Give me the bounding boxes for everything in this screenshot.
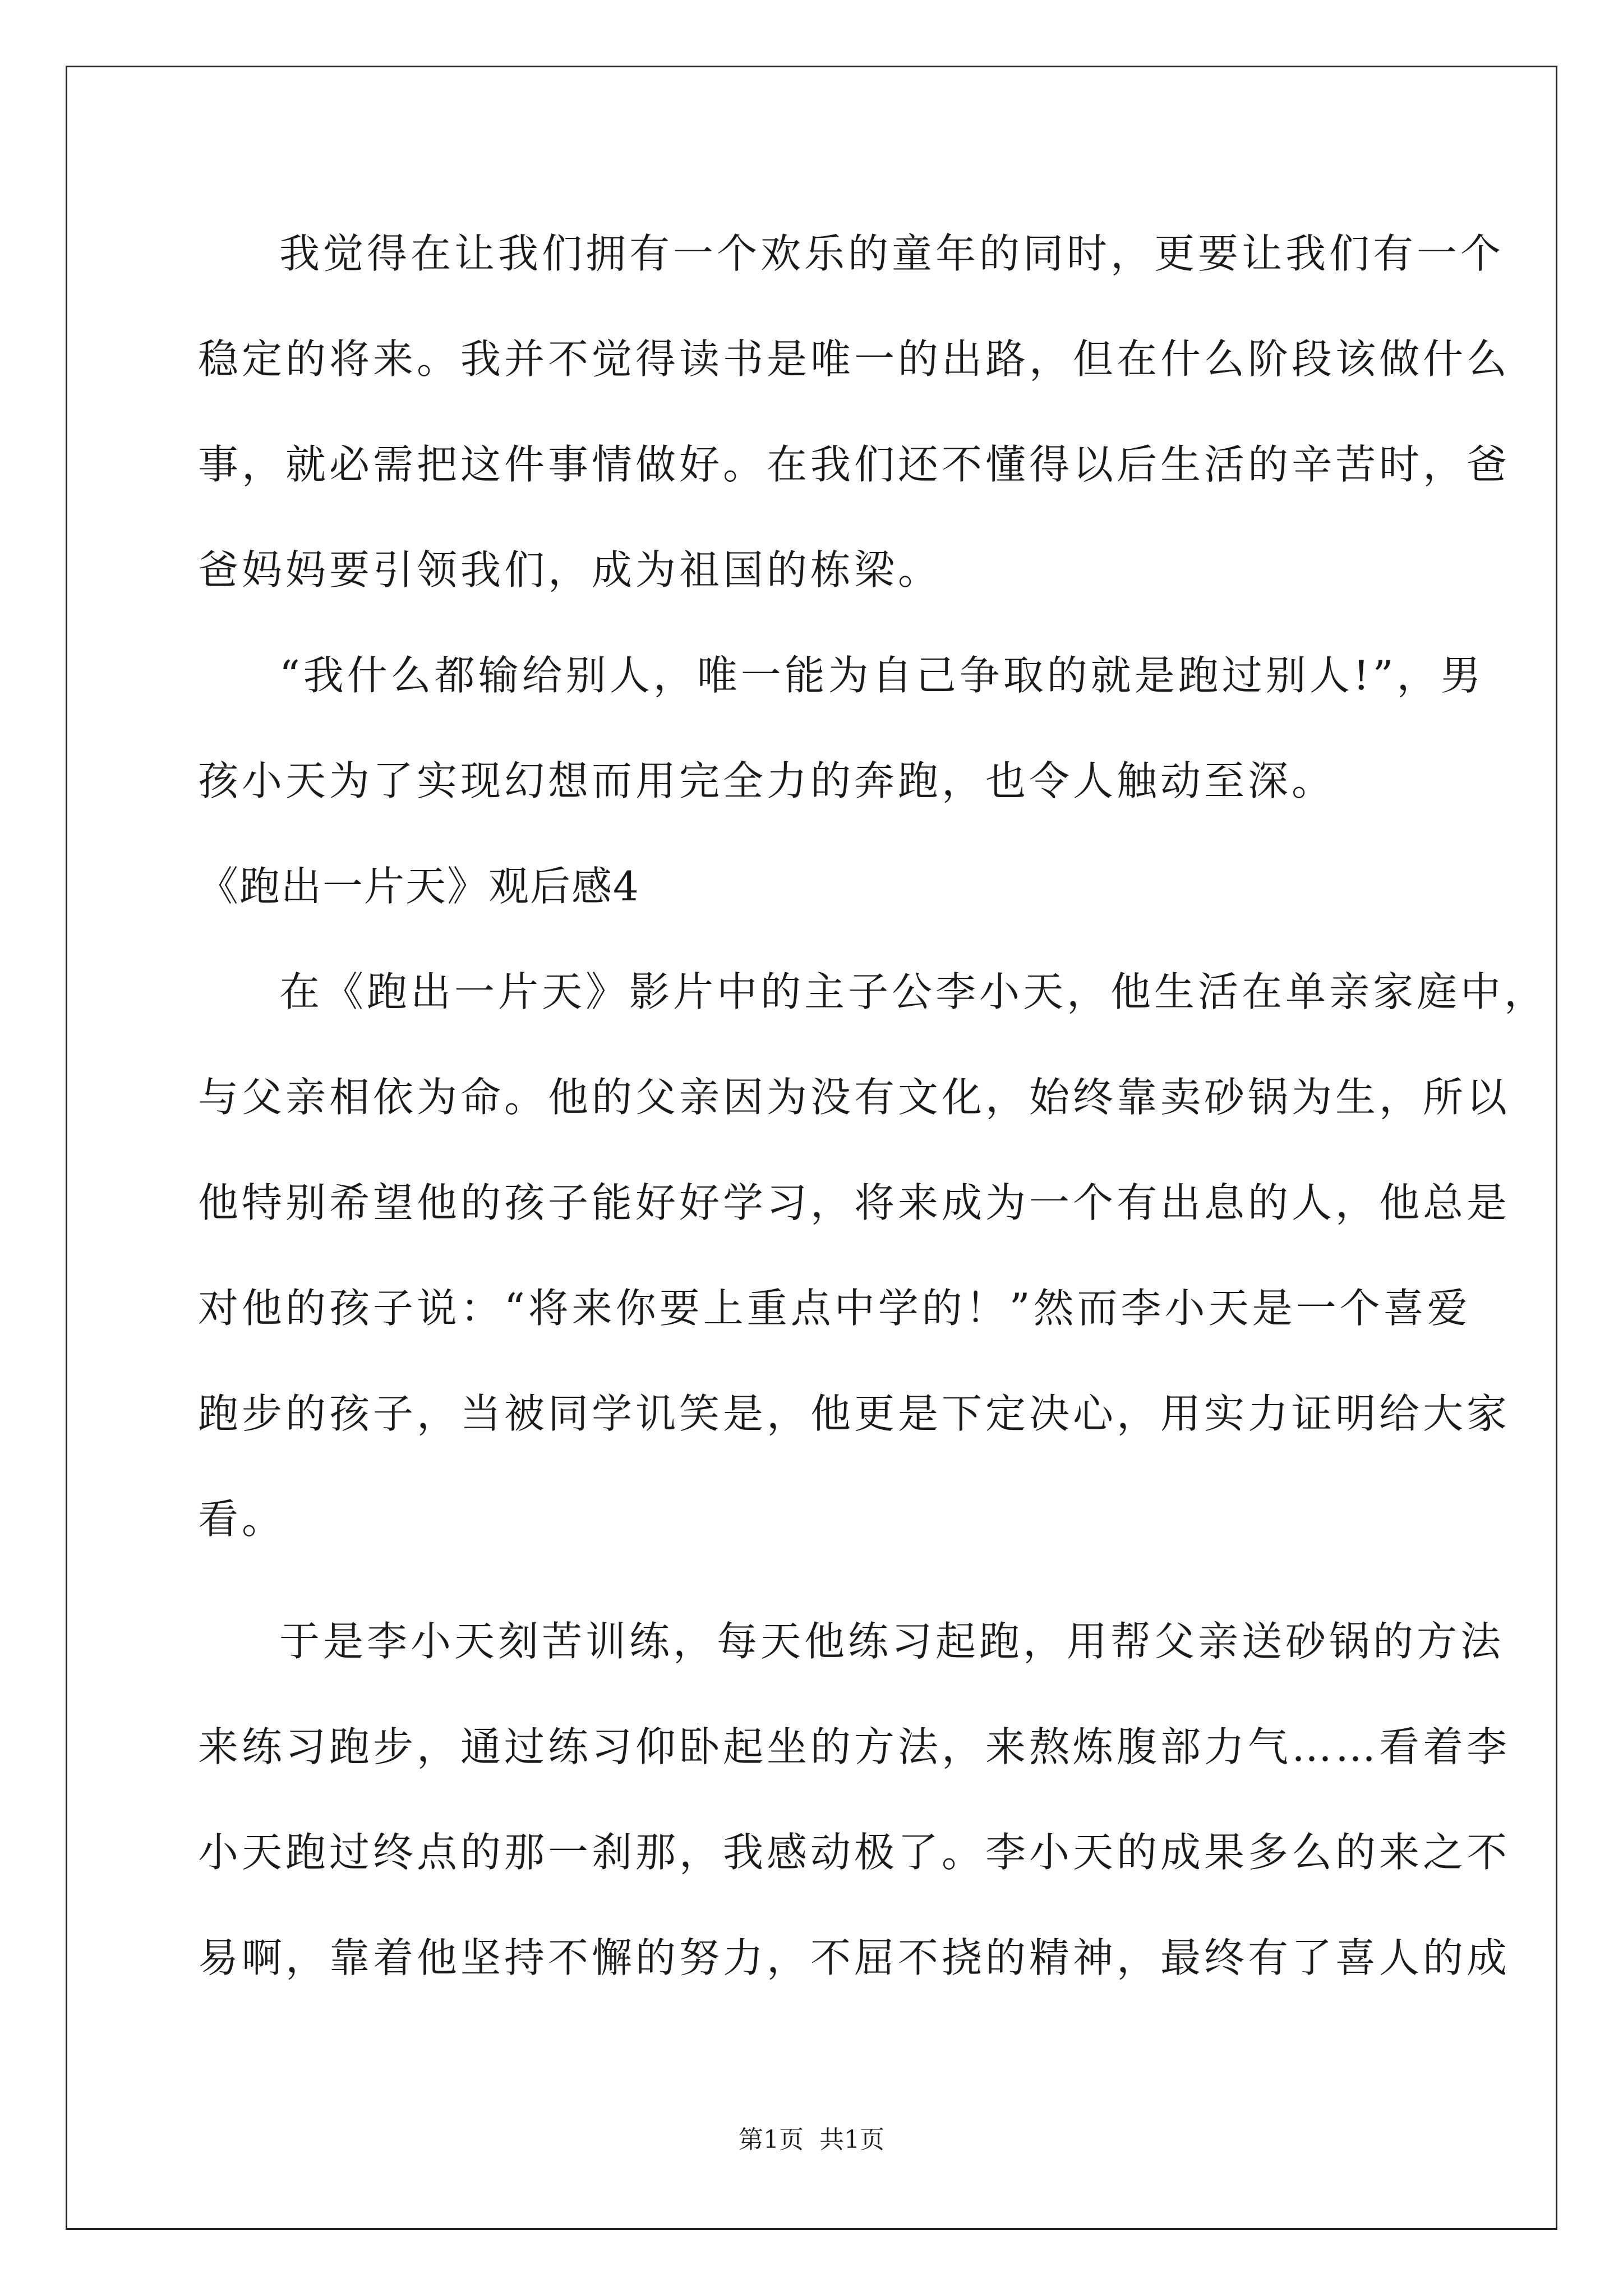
paragraph-line: 看。 [198, 1496, 286, 1543]
paragraph-line: 来练习跑步，通过练习仰卧起坐的方法，来熬炼腹部力气……看着李 [198, 1723, 1511, 1770]
paragraph-line: 稳定的将来。我并不觉得读书是唯一的出路，但在什么阶段该做什么 [198, 335, 1511, 383]
document-body [198, 220, 1548, 2030]
paragraph-line: 跑步的孩子，当被同学讥笑是，他更是下定决心，用实力证明给大家 [198, 1390, 1511, 1437]
paragraph-line: 我觉得在让我们拥有一个欢乐的童年的同时，更要让我们有一个 [279, 230, 1505, 277]
section-heading: 《跑出一片天》观后感4 [198, 863, 640, 910]
paragraph-line: 在《跑出一片天》影片中的主子公李小天，他生活在单亲家庭中， [279, 968, 1548, 1015]
paragraph-line: “我什么都输给别人，唯一能为自己争取的就是跑过别人!”，男 [279, 652, 1484, 699]
paragraph-line: 于是李小天刻苦训练，每天他练习起跑，用帮父亲送砂锅的方法 [279, 1618, 1505, 1665]
paragraph-line: 对他的孩子说：“将来你要上重点中学的！”然而李小天是一个喜爱 [198, 1285, 1471, 1332]
paragraph-line: 易啊，靠着他坚持不懈的努力，不屈不挠的精神，最终有了喜人的成 [198, 1934, 1511, 1981]
paragraph-line: 与父亲相依为命。他的父亲因为没有文化，始终靠卖砂锅为生，所以 [198, 1074, 1511, 1121]
paragraph-line: 他特别希望他的孩子能好好学习，将来成为一个有出息的人，他总是 [198, 1179, 1511, 1226]
paragraph-line: 事，就必需把这件事情做好。在我们还不懂得以后生活的辛苦时，爸 [198, 441, 1511, 488]
page-footer: 第1页 共1页 [739, 2125, 884, 2154]
paragraph-line: 小天跑过终点的那一刹那，我感动极了。李小天的成果多么的来之不 [198, 1829, 1511, 1876]
paragraph-gap [198, 1591, 1435, 1608]
paragraph-line: 孩小天为了实现幻想而用完全力的奔跑，也令人触动至深。 [198, 757, 1336, 804]
paragraph-line: 爸妈妈要引领我们，成为祖国的栋梁。 [198, 546, 942, 593]
